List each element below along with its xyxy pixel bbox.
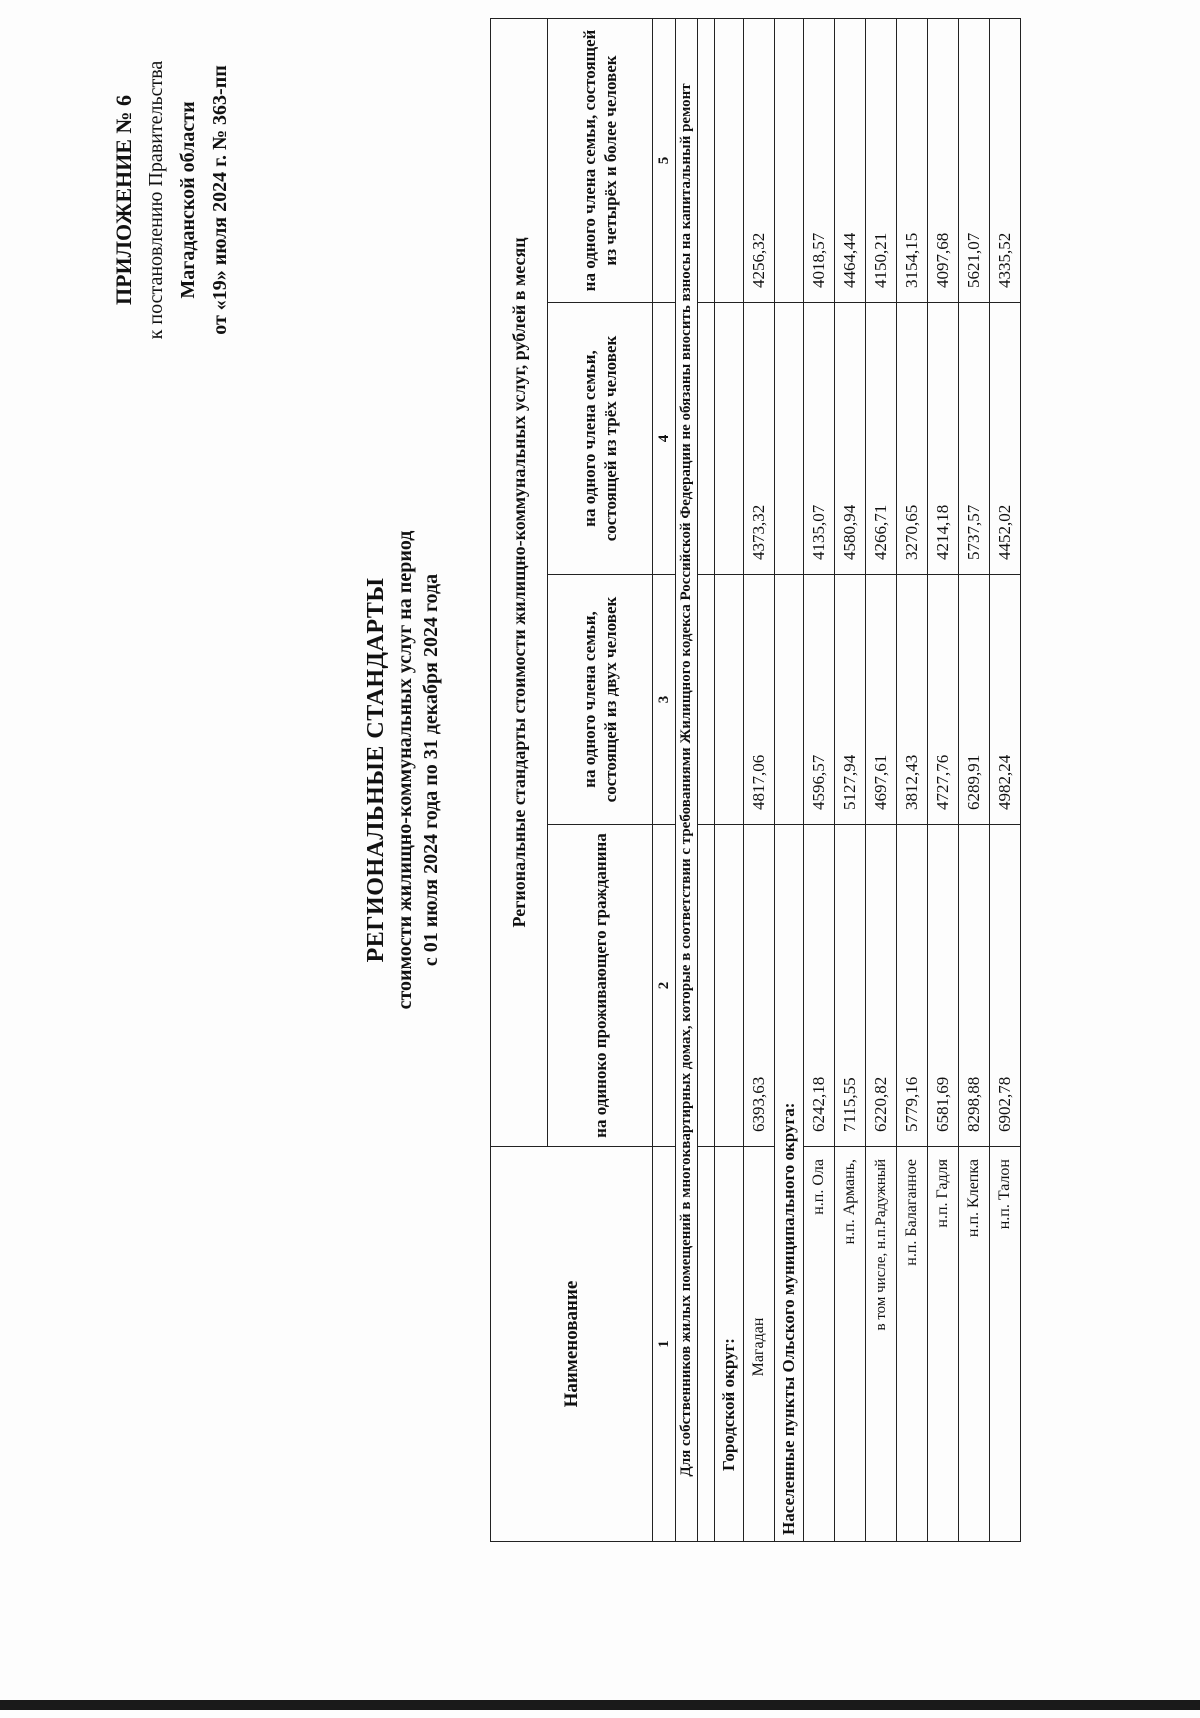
value-cell: 4452,02 [990,303,1021,575]
row-name: в том числе, н.п.Радужный [866,1147,897,1542]
value-cell: 4214,18 [928,303,959,575]
header-name: Наименование [491,1147,653,1542]
header-group: Региональные стандарты стоимости жилищно-коммунальных услуг, рублей в месяц [491,18,548,1146]
value-cell: 6393,63 [744,825,775,1147]
value-cell: 4982,24 [990,575,1021,825]
title-sub-2: с 01 июля 2024 года по 31 декабря 2024 года [420,573,442,967]
value-cell: 6289,91 [959,575,990,825]
col-number: 3 [653,575,676,825]
header-col-3: на одного члена семьи, состоящей из двух человек [548,575,653,825]
value-cell: 5127,94 [835,575,866,825]
value-cell: 4727,76 [928,575,959,825]
column-number-row [653,18,676,1541]
empty-cell [715,825,744,1147]
value-cell: 5737,57 [959,303,990,575]
value-cell: 4596,57 [804,575,835,825]
header-col-5: на одного члена семьи, состоящей из четырёх и более человек [548,18,653,302]
row-name: н.п. Ола [804,1147,835,1542]
value-cell: 5779,16 [897,825,928,1147]
value-cell: 4817,06 [744,575,775,825]
title-sub-1: стоимости жилищно-коммунальных услуг на период [394,530,416,1010]
group-row [715,18,744,1541]
empty-cell [698,825,715,1147]
empty-cell [715,575,744,825]
value-cell: 4266,71 [866,303,897,575]
title-main: РЕГИОНАЛЬНЫЕ СТАНДАРТЫ [363,577,389,963]
header-col-4: на одного члена семьи, состоящей из трёх человек [548,303,653,575]
appendix-block [108,10,236,390]
empty-cell [698,303,715,575]
group-label: Городской округ: [715,1147,744,1542]
value-cell: 4150,21 [866,18,897,302]
col-number: 1 [653,1147,676,1542]
col-number: 4 [653,303,676,575]
value-cell: 4097,68 [928,18,959,302]
value-cell: 4018,57 [804,18,835,302]
table-row [835,18,866,1541]
row-name: н.п. Талон [990,1147,1021,1542]
value-cell: 6242,18 [804,825,835,1147]
value-cell: 8298,88 [959,825,990,1147]
spacer-row [698,18,715,1541]
table-row [928,18,959,1541]
value-cell: 5621,07 [959,18,990,302]
scan-edge-bar [0,1700,1200,1710]
row-name: н.п. Армань, [835,1147,866,1542]
row-name: н.п. Клепка [959,1147,990,1542]
empty-cell [715,303,744,575]
table-row [804,18,835,1541]
row-name: Магадан [744,1147,775,1542]
value-cell: 4580,94 [835,303,866,575]
value-cell: 4697,61 [866,575,897,825]
empty-cell [698,575,715,825]
empty-cell [698,1147,715,1542]
table-row [897,18,928,1541]
appendix-line-4: от «19» июля 2024 г. № 363-пп [209,65,231,335]
header-col-2: на одиноко проживающего гражданина [548,825,653,1147]
note-text: Для собственников жилых помещений в многоквартирных домах, которые в соответствии с требованиями Жилищного кодекса Российской Федерации не обязаны вносить взносы на капитальный ремонт [676,18,698,1541]
group-label: Населенные пункты Ольского муниципального округа: [775,825,804,1542]
table-row [866,18,897,1541]
appendix-line-3: Магаданской области [177,101,199,299]
value-cell: 4256,32 [744,18,775,302]
value-cell: 4335,52 [990,18,1021,302]
empty-cell [775,18,804,302]
value-cell: 6220,82 [866,825,897,1147]
group-row [775,18,804,1541]
table-row [744,18,775,1541]
appendix-line-2: к постановлению Правительства [145,60,167,340]
value-cell: 3812,43 [897,575,928,825]
header-row-1 [491,18,548,1541]
col-number: 2 [653,825,676,1147]
row-name: н.п. Балаганное [897,1147,928,1542]
row-name: н.п. Гадля [928,1147,959,1542]
note-row [676,18,698,1541]
value-cell: 3270,65 [897,303,928,575]
empty-cell [775,575,804,825]
value-cell: 4135,07 [804,303,835,575]
value-cell: 6581,69 [928,825,959,1147]
empty-cell [775,303,804,575]
value-cell: 4373,32 [744,303,775,575]
table-row [990,18,1021,1541]
value-cell: 6902,78 [990,825,1021,1147]
appendix-title: ПРИЛОЖЕНИЕ № 6 [111,94,136,306]
empty-cell [698,18,715,302]
table-row [959,18,990,1541]
value-cell: 3154,15 [897,18,928,302]
standards-table [490,18,1021,1542]
col-number: 5 [653,18,676,302]
value-cell: 4464,44 [835,18,866,302]
value-cell: 7115,55 [835,825,866,1147]
empty-cell [715,18,744,302]
document-title [360,320,444,1220]
